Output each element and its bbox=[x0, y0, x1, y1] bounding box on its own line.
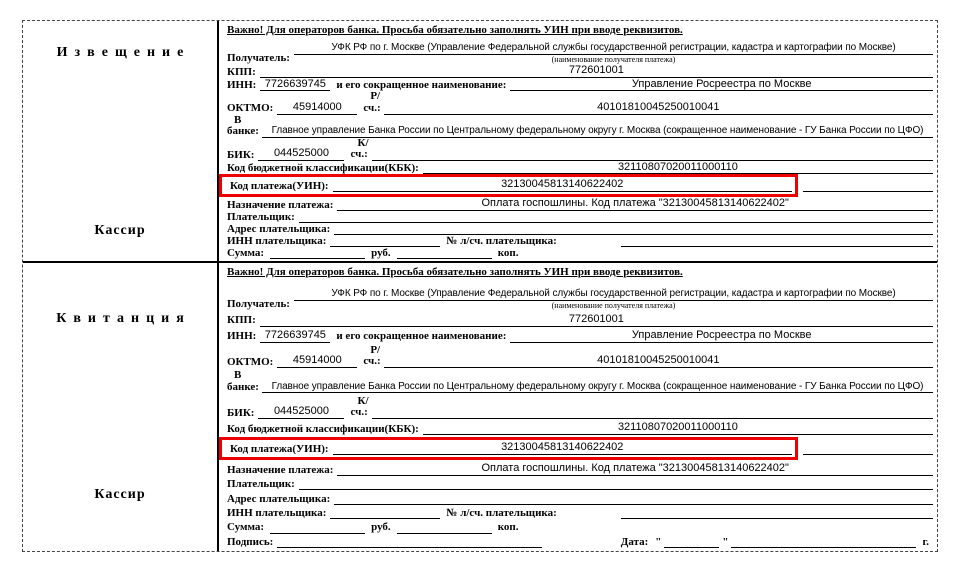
uin-value: 32130045813140622402 bbox=[333, 178, 792, 192]
field-row-bik bbox=[227, 138, 933, 161]
corr-account-blank bbox=[372, 407, 933, 419]
corr-account-label: К/ сч.: bbox=[350, 136, 369, 161]
purpose-label: Назначение платежа: bbox=[227, 198, 334, 211]
payer-label: Плательщик: bbox=[227, 210, 295, 223]
bank-label: В банке: bbox=[227, 369, 259, 393]
settlement-account-value: 40101810045250010041 bbox=[384, 354, 933, 368]
warning-row bbox=[227, 24, 933, 36]
form-area bbox=[219, 21, 937, 261]
inn-label: ИНН: bbox=[227, 330, 257, 343]
field-row-bank bbox=[227, 370, 933, 393]
bank-operator-warning: Важно! Для операторов банка. Просьба обязательно заполнять УИН при вводе реквизитов. bbox=[227, 266, 683, 278]
field-row-purpose bbox=[227, 462, 933, 476]
purpose-value: Оплата госпошлины. Код платежа "32130045813140622402" bbox=[337, 197, 933, 211]
payer-label: Плательщик: bbox=[227, 478, 295, 491]
payer-inn-blank bbox=[330, 507, 440, 519]
kpp-value: 772601001 bbox=[260, 64, 933, 78]
field-row-payer bbox=[227, 478, 933, 490]
uin-label: Код платежа(УИН): bbox=[230, 179, 329, 192]
payer-inn-label: ИНН плательщика: bbox=[227, 506, 327, 519]
kbk-value: 32110807020011000110 bbox=[423, 161, 933, 175]
field-row-payee bbox=[227, 42, 933, 64]
payee-value: УФК РФ по г. Москве (Управление Федеральной службы государственной регистрации, кадастра и картографии по Москве) bbox=[294, 288, 933, 301]
oktmo-value: 45914000 bbox=[277, 354, 357, 368]
amount-kop-blank bbox=[397, 522, 492, 534]
field-row-oktmo bbox=[227, 91, 933, 114]
field-row-payer-inn bbox=[227, 507, 933, 519]
personal-account-label: № л/сч. плательщика: bbox=[446, 234, 557, 247]
address-blank bbox=[334, 223, 933, 235]
corr-account-label: К/ сч.: bbox=[350, 394, 369, 419]
field-row-inn bbox=[227, 78, 933, 92]
kpp-label: КПП: bbox=[227, 314, 256, 327]
field-row-signature bbox=[227, 536, 933, 548]
left-column bbox=[23, 21, 219, 261]
signature-blank bbox=[277, 536, 542, 548]
field-row-uin bbox=[227, 174, 933, 197]
bik-label: БИК: bbox=[227, 148, 255, 161]
field-row-kpp bbox=[227, 64, 933, 78]
amount-rub-blank bbox=[270, 522, 365, 534]
uin-highlight-box bbox=[219, 437, 798, 460]
field-row-oktmo bbox=[227, 345, 933, 368]
form-area bbox=[219, 263, 937, 551]
signature-label: Подпись: bbox=[227, 535, 274, 548]
field-row-inn bbox=[227, 329, 933, 343]
field-row-kpp bbox=[227, 313, 933, 327]
field-row-kbk bbox=[227, 421, 933, 435]
payee-value: УФК РФ по г. Москве (Управление Федеральной службы государственной регистрации, кадастра и картографии по Москве) bbox=[294, 42, 933, 55]
left-column bbox=[23, 263, 219, 551]
address-label: Адрес плательщика: bbox=[227, 222, 331, 235]
field-row-payee bbox=[227, 288, 933, 310]
personal-account-label: № л/сч. плательщика: bbox=[446, 506, 557, 519]
payer-blank bbox=[299, 211, 933, 223]
amount-label: Сумма: bbox=[227, 521, 265, 534]
short-name-label: и его сокращенное наименование: bbox=[336, 79, 507, 92]
short-name-value: Управление Росреестра по Москве bbox=[510, 329, 933, 343]
rub-label: руб. bbox=[371, 521, 391, 534]
field-row-payer-inn bbox=[227, 235, 933, 247]
bik-label: БИК: bbox=[227, 406, 255, 419]
kpp-value: 772601001 bbox=[260, 313, 933, 327]
field-row-amount bbox=[227, 247, 933, 259]
field-row-kbk bbox=[227, 161, 933, 175]
bank-label: В банке: bbox=[227, 113, 259, 138]
uin-underline-tail bbox=[803, 443, 933, 455]
payer-inn-blank bbox=[330, 235, 440, 247]
cashier-label: Кассир bbox=[94, 223, 146, 238]
bank-operator-warning: Важно! Для операторов банка. Просьба обязательно заполнять УИН при вводе реквизитов. bbox=[227, 24, 683, 36]
bik-value: 044525000 bbox=[258, 147, 344, 161]
section-title: Квитанция bbox=[56, 311, 191, 326]
cashier-label: Кассир bbox=[94, 487, 146, 502]
amount-rub-blank bbox=[270, 247, 365, 259]
inn-value: 7726639745 bbox=[260, 78, 330, 92]
field-row-bik bbox=[227, 396, 933, 419]
uin-value: 32130045813140622402 bbox=[333, 441, 792, 455]
payment-slip-document bbox=[22, 20, 938, 552]
kop-label: коп. bbox=[497, 246, 519, 259]
settlement-account-label: Р/ сч.: bbox=[363, 343, 381, 368]
inn-label: ИНН: bbox=[227, 79, 257, 92]
field-row-payer bbox=[227, 211, 933, 223]
kbk-label: Код бюджетной классификации(КБК): bbox=[227, 422, 419, 435]
short-name-label: и его сокращенное наименование: bbox=[336, 330, 507, 343]
oktmo-label: ОКТМО: bbox=[227, 355, 274, 368]
amount-kop-blank bbox=[397, 247, 492, 259]
oktmo-value: 45914000 bbox=[277, 101, 357, 115]
short-name-value: Управление Росреестра по Москве bbox=[510, 78, 933, 92]
section-title: Извещение bbox=[56, 45, 191, 60]
year-suffix-label: г. bbox=[922, 535, 929, 548]
purpose-label: Назначение платежа: bbox=[227, 463, 334, 476]
bik-value: 044525000 bbox=[258, 405, 344, 419]
field-row-address bbox=[227, 223, 933, 235]
payee-label: Получатель: bbox=[227, 298, 290, 311]
payer-inn-label: ИНН плательщика: bbox=[227, 234, 327, 247]
field-row-address bbox=[227, 493, 933, 505]
payer-blank bbox=[299, 478, 933, 490]
date-label: Дата: bbox=[620, 535, 649, 548]
field-row-uin bbox=[227, 437, 933, 460]
field-row-purpose bbox=[227, 197, 933, 211]
amount-label: Сумма: bbox=[227, 246, 265, 259]
inn-value: 7726639745 bbox=[260, 329, 330, 343]
corr-account-blank bbox=[372, 149, 933, 161]
personal-account-blank bbox=[621, 507, 933, 519]
warning-row bbox=[227, 266, 933, 278]
half-receipt bbox=[23, 263, 937, 551]
kpp-label: КПП: bbox=[227, 65, 256, 78]
payee-label: Получатель: bbox=[227, 52, 290, 65]
rub-label: руб. bbox=[371, 246, 391, 259]
field-row-amount bbox=[227, 521, 933, 533]
field-row-bank bbox=[227, 115, 933, 138]
date-day-blank bbox=[664, 536, 719, 548]
half-notice bbox=[23, 21, 937, 261]
purpose-value: Оплата госпошлины. Код платежа "32130045813140622402" bbox=[337, 462, 933, 476]
date-open-quote: " bbox=[655, 535, 662, 548]
kbk-value: 32110807020011000110 bbox=[423, 421, 933, 435]
address-label: Адрес плательщика: bbox=[227, 492, 331, 505]
address-blank bbox=[334, 493, 933, 505]
personal-account-blank bbox=[621, 235, 933, 247]
bank-value: Главное управление Банка России по Центральному федеральному округу г. Москва (сокращенное наименование - ГУ Банка России по ЦФО) bbox=[262, 125, 933, 138]
uin-label: Код платежа(УИН): bbox=[230, 442, 329, 455]
settlement-account-label: Р/ сч.: bbox=[363, 90, 381, 115]
settlement-account-value: 40101810045250010041 bbox=[384, 101, 933, 115]
payee-caption: (наименование получателя платежа) bbox=[551, 300, 676, 310]
payee-caption: (наименование получателя платежа) bbox=[551, 54, 676, 64]
kop-label: коп. bbox=[497, 521, 519, 534]
bank-value: Главное управление Банка России по Центральному федеральному округу г. Москва (сокращенное наименование - ГУ Банка России по ЦФО) bbox=[262, 381, 933, 394]
date-close-quote: " bbox=[722, 535, 729, 548]
uin-underline-tail bbox=[803, 180, 933, 192]
kbk-label: Код бюджетной классификации(КБК): bbox=[227, 162, 419, 175]
oktmo-label: ОКТМО: bbox=[227, 102, 274, 115]
date-rest-blank bbox=[731, 536, 916, 548]
uin-highlight-box bbox=[219, 174, 798, 197]
